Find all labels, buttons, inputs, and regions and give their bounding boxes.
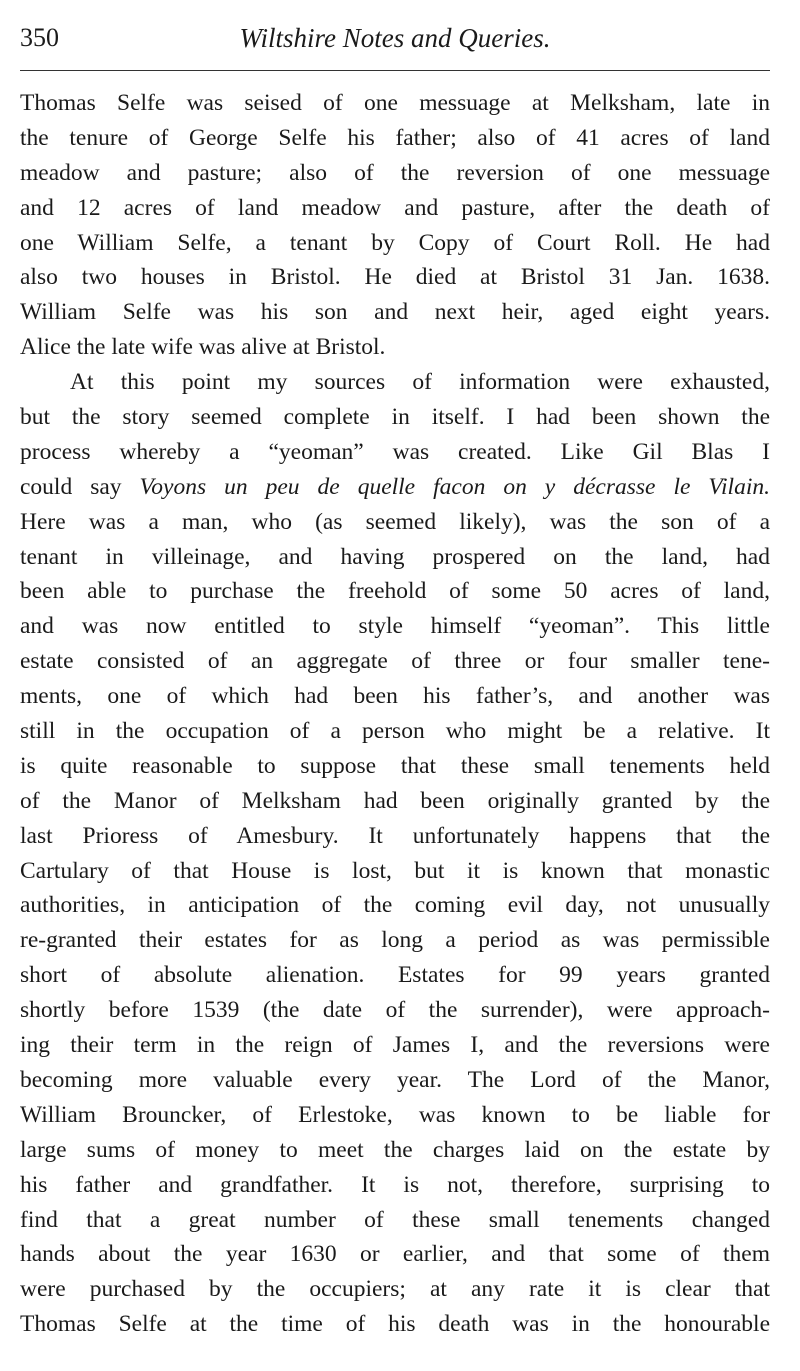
text-line: re-granted their estates for as long a period as was permissible (20, 927, 770, 954)
text-line: Thomas Selfe at the time of his death was in the honourable (20, 1311, 770, 1338)
text-line: Cartulary of that House is lost, but it is known that monastic (20, 857, 770, 884)
running-title: Wiltshire Notes and Queries. (239, 23, 551, 53)
text-line: of the Manor of Melksham had been originally granted by the (20, 787, 770, 814)
text-line: William Brouncker, of Erlestoke, was known to be liable for (20, 1101, 770, 1128)
text-line: Thomas Selfe was seised of one messuage at Melksham, late in (20, 90, 770, 116)
paragraph-2 (20, 365, 770, 1342)
text-line: Alice the late wife was alive at Bristol. (20, 334, 386, 361)
text-line: Here was a man, who (as seemed likely), was the son of a (20, 508, 770, 535)
text-line: and 12 acres of land meadow and pasture, after the death of (20, 194, 770, 221)
body-text (20, 86, 770, 1342)
text-line: been able to purchase the freehold of some 50 acres of land, (20, 578, 770, 605)
text-line: becoming more valuable every year. The Lord of the Manor, (20, 1066, 770, 1093)
text-line: short of absolute alienation. Estates for 99 years granted (20, 962, 770, 989)
text-line: shortly before 1539 (the date of the surrender), were approach- (20, 997, 770, 1024)
text-line: last Prioress of Amesbury. It unfortunately happens that the (20, 822, 770, 849)
text-line: process whereby a “yeoman” was created. Like Gil Blas I (20, 438, 770, 465)
text-line: authorities, in anticipation of the coming evil day, not unusually (20, 892, 770, 919)
text-fragment: could say (20, 473, 140, 500)
text-line: were purchased by the occupiers; at any rate it is clear that (20, 1276, 770, 1303)
text-line: ments, one of which had been his father’s, and another was (20, 683, 770, 710)
text-line: tenant in villeinage, and having prospered on the land, had (20, 543, 770, 570)
page-number: 350 (20, 23, 59, 52)
text-line: also two houses in Bristol. He died at Bristol 31 Jan. 1638. (20, 264, 770, 291)
header-rule (20, 70, 770, 71)
text-line-with-quote (20, 470, 770, 505)
text-line: the tenure of George Selfe his father; also of 41 acres of land (20, 124, 770, 151)
text-line: William Selfe was his son and next heir, aged eight years. (20, 299, 770, 326)
text-line: is quite reasonable to suppose that these small tenements held (20, 752, 770, 779)
text-line: hands about the year 1630 or earlier, and that some of them (20, 1241, 770, 1268)
text-line: his father and grandfather. It is not, therefore, surprising to (20, 1171, 770, 1198)
text-line: large sums of money to meet the charges laid on the estate by (20, 1136, 770, 1163)
text-line: find that a great number of these small tenements changed (20, 1206, 770, 1233)
french-quote: Voyons un peu de quelle facon on y décrasse le Vilain. (139, 473, 770, 500)
text-line: one William Selfe, a tenant by Copy of Court Roll. He had (20, 229, 770, 256)
text-line: and was now entitled to style himself “yeoman”. This little (20, 613, 770, 640)
text-line: still in the occupation of a person who might be a relative. It (20, 718, 770, 745)
text-line: meadow and pasture; also of the reversion of one messuage (20, 159, 770, 186)
text-line: At this point my sources of information were exhausted, (70, 369, 770, 396)
text-line: but the story seemed complete in itself. I had been shown the (20, 404, 770, 431)
text-line: estate consisted of an aggregate of three or four smaller tene- (20, 648, 770, 675)
paragraph-1 (20, 86, 770, 365)
running-header (20, 18, 770, 58)
text-line: ing their term in the reign of James I, and the reversions were (20, 1032, 770, 1059)
